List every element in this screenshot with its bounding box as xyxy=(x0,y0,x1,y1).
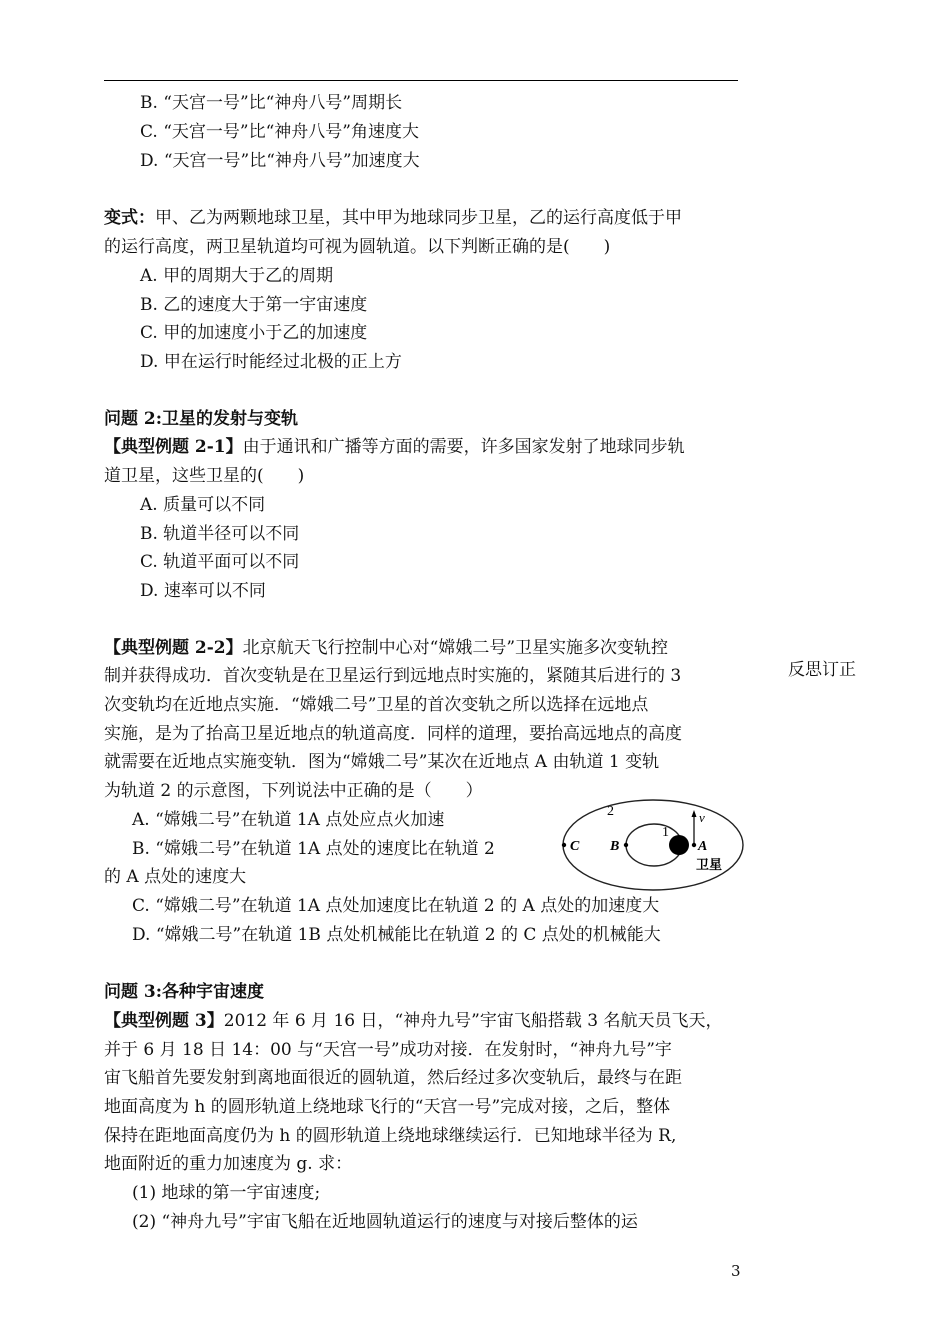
example-2-2-option-c: C. “嫦娥二号”在轨道 1A 点处加速度比在轨道 2 的 A 点处的加速度大 xyxy=(132,896,660,916)
example-3-label: 【典型例题 3】 xyxy=(104,1011,224,1031)
q1-option-c: C. “天宫一号”比“神舟八号”角速度大 xyxy=(140,122,419,142)
label-c: C xyxy=(570,839,580,854)
example-2-2-line-1 xyxy=(104,637,668,659)
label-v: v xyxy=(699,810,705,825)
example-2-1-option-b: B. 轨道半径可以不同 xyxy=(140,524,300,544)
side-note: 反思订正 xyxy=(788,660,856,680)
example-3-line-1 xyxy=(104,1010,723,1032)
variant-option-d: D. 甲在运行时能经过北极的正上方 xyxy=(140,352,402,372)
point-b xyxy=(624,843,628,847)
example-2-2-option-b: B. “嫦娥二号”在轨道 1A 点处的速度比在轨道 2 xyxy=(132,839,495,859)
example-3-sub-1: (1) 地球的第一宇宙速度; xyxy=(132,1183,321,1203)
example-2-2-line-4: 实施，是为了抬高卫星近地点的轨道高度．同样的道理，要抬高远地点的高度 xyxy=(104,724,682,744)
example-2-2-text-1: 北京航天飞行控制中心对“嫦娥二号”卫星实施多次变轨控 xyxy=(242,638,669,658)
example-3-line-4: 地面高度为 h 的圆形轨道上绕地球飞行的“天宫一号”完成对接，之后，整体 xyxy=(104,1097,671,1117)
example-2-2-line-2: 制并获得成功．首次变轨是在卫星运行到远地点时实施的，紧随其后进行的 3 xyxy=(104,666,682,686)
example-2-2-line-3: 次变轨均在近地点实施．“嫦娥二号”卫星的首次变轨之所以选择在远地点 xyxy=(104,695,649,715)
example-3-line-6: 地面附近的重力加速度为 g. 求： xyxy=(104,1154,353,1174)
example-2-2-line-5: 就需要在近地点实施变轨．图为“嫦娥二号”某次在近地点 A 由轨道 1 变轨 xyxy=(104,752,660,772)
variant-line-2: 的运行高度，两卫星轨道均可视为圆轨道。以下判断正确的是( ) xyxy=(104,237,611,257)
example-2-2-option-d: D. “嫦娥二号”在轨道 1B 点处机械能比在轨道 2 的 C 点处的机械能大 xyxy=(132,925,661,945)
earth xyxy=(669,835,689,855)
label-satellite: 卫星 xyxy=(696,857,723,872)
example-2-1-option-d: D. 速率可以不同 xyxy=(140,581,266,601)
q1-option-b: B. “天宫一号”比“神舟八号”周期长 xyxy=(140,93,403,113)
example-2-1-line-2: 道卫星，这些卫星的( ) xyxy=(104,466,305,486)
variant-option-b: B. 乙的速度大于第一宇宙速度 xyxy=(140,295,368,315)
point-c xyxy=(562,843,566,847)
label-b: B xyxy=(610,839,620,854)
example-3-sub-2: (2) “神舟九号”宇宙飞船在近地圆轨道运行的速度与对接后整体的运 xyxy=(132,1212,638,1232)
example-2-2-line-6: 为轨道 2 的示意图，下列说法中正确的是（ ） xyxy=(104,781,483,801)
orbit-2 xyxy=(563,800,743,890)
example-2-1-option-a: A. 质量可以不同 xyxy=(140,495,266,515)
orbit-diagram xyxy=(558,798,748,900)
example-2-2-label: 【典型例题 2-2】 xyxy=(104,638,243,658)
example-3-line-2: 并于 6 月 18 日 14：00 与“天宫一号”成功对接．在发射时，“神舟九号”宇 xyxy=(104,1040,672,1060)
example-2-2-option-b-cont: 的 A 点处的速度大 xyxy=(104,867,247,887)
example-2-2-option-a: A. “嫦娥二号”在轨道 1A 点处应点火加速 xyxy=(132,810,445,830)
example-3-line-3: 宙飞船首先要发射到离地面很近的圆轨道，然后经过多次变轨后，最终与在距 xyxy=(104,1068,682,1088)
problem-3-title: 问题 3:各种宇宙速度 xyxy=(104,982,265,1002)
label-orbit-2: 2 xyxy=(607,804,614,819)
label-orbit-1: 1 xyxy=(662,825,669,840)
velocity-arrowhead xyxy=(692,810,697,817)
example-2-1-option-c: C. 轨道平面可以不同 xyxy=(140,552,300,572)
example-2-1-label: 【典型例题 2-1】 xyxy=(104,437,243,457)
example-2-1-text-1: 由于通讯和广播等方面的需要，许多国家发射了地球同步轨 xyxy=(242,437,685,457)
point-a xyxy=(692,843,696,847)
variant-option-c: C. 甲的加速度小于乙的加速度 xyxy=(140,323,368,343)
label-a: A xyxy=(698,839,708,854)
q1-option-d: D. “天宫一号”比“神舟八号”加速度大 xyxy=(140,151,420,171)
problem-2-title: 问题 2:卫星的发射与变轨 xyxy=(104,409,299,429)
example-2-1-line-1 xyxy=(104,436,685,458)
page-number: 3 xyxy=(731,1262,741,1280)
example-3-line-5: 保持在距地面高度仍为 h 的圆形轨道上绕地球继续运行．已知地球半径为 R, xyxy=(104,1126,677,1146)
header-rule xyxy=(104,80,738,81)
variant-option-a: A. 甲的周期大于乙的周期 xyxy=(140,266,334,286)
variant-label: 变式： xyxy=(104,208,155,228)
variant-line-1 xyxy=(104,207,682,229)
example-3-text-1: 2012 年 6 月 16 日，“神舟九号”宇宙飞船搭载 3 名航天员飞天， xyxy=(223,1011,723,1031)
variant-text-1: 甲、乙为两颗地球卫星，其中甲为地球同步卫星，乙的运行高度低于甲 xyxy=(155,208,682,228)
